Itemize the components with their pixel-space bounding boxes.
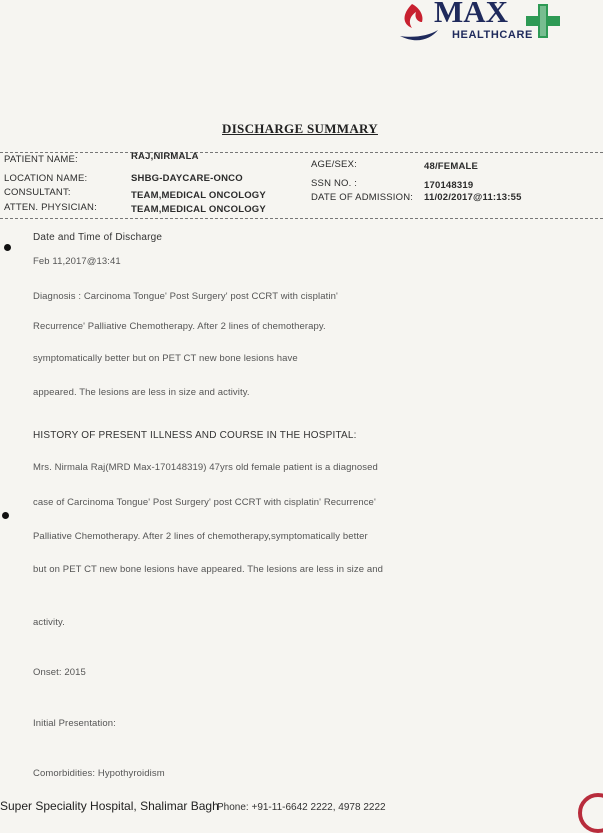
consultant-label: CONSULTANT: <box>4 187 71 198</box>
ssn-label: SSN NO. : <box>311 178 358 189</box>
history-line: case of Carcinoma Tongue' Post Surgery' post CCRT with cisplatin' Recurrence' <box>33 497 376 508</box>
admission-date-label: DATE OF ADMISSION: <box>311 192 414 203</box>
accreditation-seal-icon <box>578 793 603 833</box>
discharge-heading: Date and Time of Discharge <box>33 232 163 243</box>
comorbidities-text: Comorbidities: Hypothyroidism <box>33 768 165 779</box>
onset-text: Onset: 2015 <box>33 667 86 678</box>
logo-wordmark: MAX <box>434 0 509 29</box>
divider-bottom <box>0 218 603 219</box>
diagnosis-line: Diagnosis : Carcinoma Tongue' Post Surgery' post CCRT with cisplatin' <box>33 291 338 302</box>
discharge-datetime: Feb 11,2017@13:41 <box>33 256 121 267</box>
location-name-value: SHBG-DAYCARE-ONCO <box>131 173 243 184</box>
ssn-value: 170148319 <box>424 180 474 191</box>
punch-hole-mark <box>4 244 11 251</box>
document-title: DISCHARGE SUMMARY <box>222 121 378 136</box>
footer-phone: Phone: +91-11-6642 2222, 4978 2222 <box>217 802 386 813</box>
history-line: Palliative Chemotherapy. After 2 lines of chemotherapy,symptomatically better <box>33 531 368 542</box>
attending-physician-label: ATTEN. PHYSICIAN: <box>4 202 97 213</box>
diagnosis-line: Recurrence' Palliative Chemotherapy. After 2 lines of chemotherapy. <box>33 321 326 332</box>
logo-subtitle: HEALTHCARE <box>452 29 533 41</box>
initial-presentation-text: Initial Presentation: <box>33 718 116 729</box>
patient-name-value: RAJ,NIRMALA <box>131 151 199 162</box>
history-line: but on PET CT new bone lesions have appeared. The lesions are less in size and <box>33 564 384 575</box>
admission-date-value: 11/02/2017@11:13:55 <box>424 192 522 203</box>
diagnosis-line: symptomatically better but on PET CT new bone lesions have <box>33 353 298 364</box>
age-sex-label: AGE/SEX: <box>311 159 357 170</box>
location-name-label: LOCATION NAME: <box>4 173 88 184</box>
consultant-value: TEAM,MEDICAL ONCOLOGY <box>131 190 266 201</box>
footer-hospital-name: Super Speciality Hospital, Shalimar Bagh <box>0 799 219 813</box>
attending-physician-value: TEAM,MEDICAL ONCOLOGY <box>131 204 266 215</box>
history-heading: HISTORY OF PRESENT ILLNESS AND COURSE IN THE HOSPITAL: <box>33 430 357 441</box>
punch-hole-mark <box>2 512 9 519</box>
divider-top <box>0 152 603 153</box>
diagnosis-line: appeared. The lesions are less in size and activity. <box>33 387 250 398</box>
age-sex-value: 48/FEMALE <box>424 161 479 172</box>
history-line: activity. <box>33 617 65 628</box>
patient-name-label: PATIENT NAME: <box>4 154 78 165</box>
history-line: Mrs. Nirmala Raj(MRD Max-170148319) 47yrs old female patient is a diagnosed <box>33 462 378 473</box>
